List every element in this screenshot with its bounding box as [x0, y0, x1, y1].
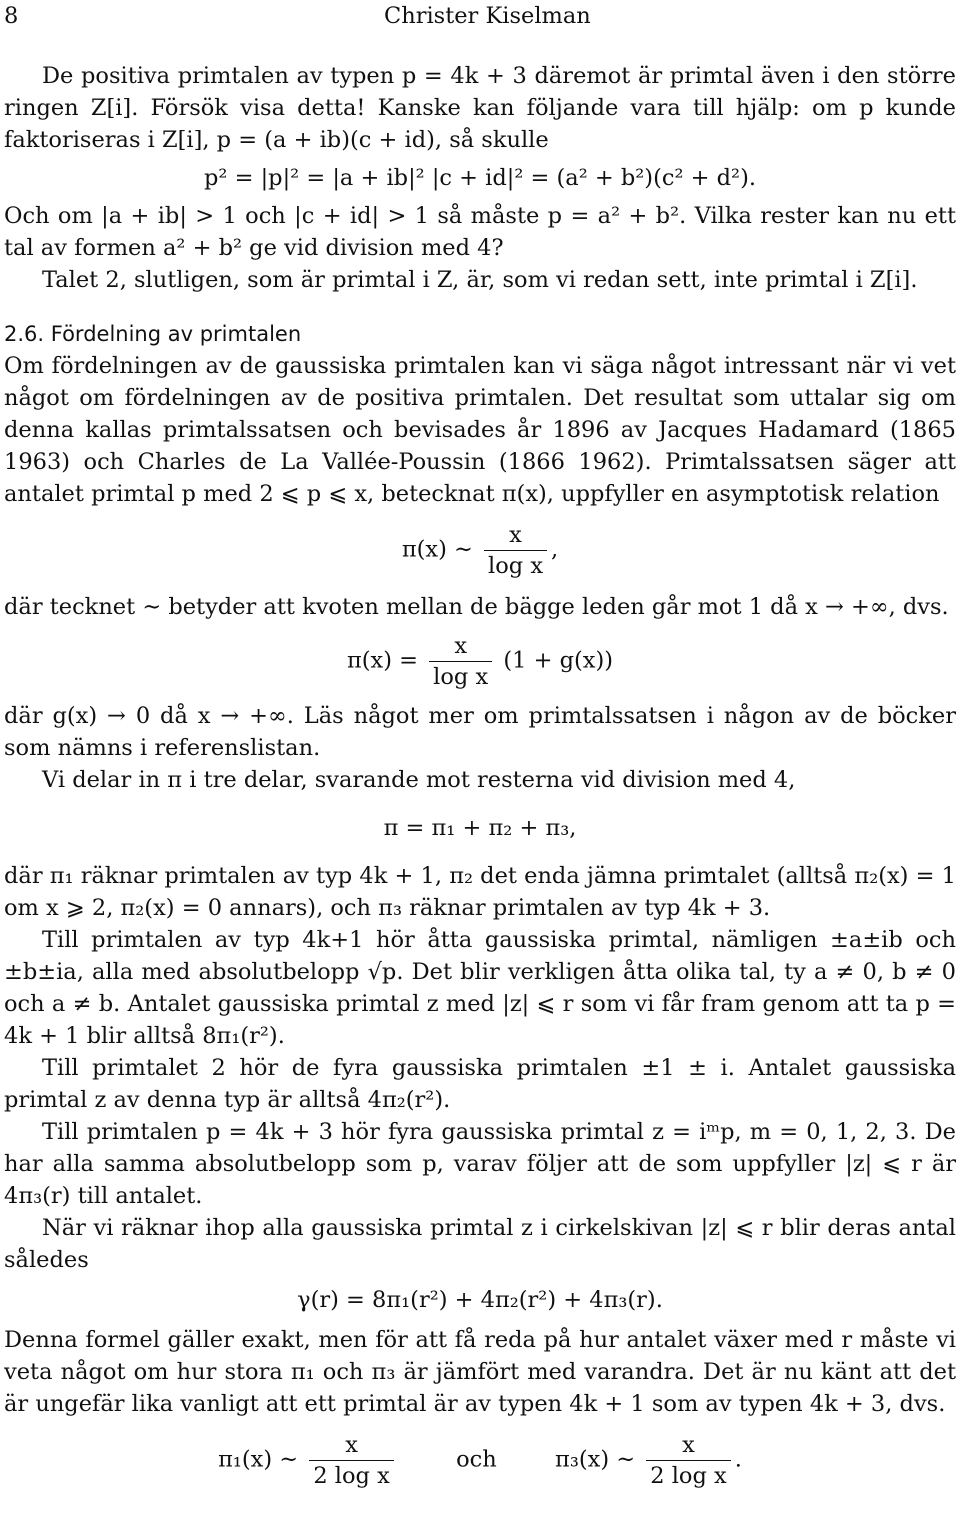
paragraph-3: Talet 2, slutligen, som är primtal i Z, är, som vi redan sett, inte primtal i Z[i].	[42, 267, 918, 293]
paragraph-7: Vi delar in π i tre delar, svarande mot resterna vid division med 4,	[42, 767, 796, 793]
equation-6-left-lhs: π₁(x) ∼	[218, 1446, 299, 1473]
equation-6-right-fraction	[646, 1430, 730, 1491]
paragraph-12: När vi räknar ihop alla gaussiska primtal z i cirkelskivan |z| ⩽ r blir deras antal således	[4, 1215, 956, 1273]
page	[4, 0, 956, 1491]
equation-5: γ(r) = 8π₁(r²) + 4π₂(r²) + 4π₃(r).	[297, 1287, 663, 1313]
equation-6-connector: och	[456, 1446, 497, 1473]
equation-6-right-denominator: 2 log x	[650, 1463, 727, 1489]
paragraph-5: där tecknet ∼ betyder att kvoten mellan de bägge leden går mot 1 då x → +∞, dvs.	[4, 594, 949, 620]
paragraph-6: där g(x) → 0 då x → +∞. Läs något mer om primtalssatsen i någon av de böcker som nämns i referenslistan.	[4, 703, 956, 761]
equation-3-denominator: log x	[433, 664, 489, 690]
equation-1: p² = |p|² = |a + ib|² |c + id|² = (a² + b²)(c² + d²).	[204, 165, 756, 191]
equation-3-fraction	[429, 631, 492, 692]
equation-2-fraction	[484, 520, 547, 581]
equation-6	[4, 1430, 956, 1491]
page-number: 8	[4, 3, 19, 29]
paragraph-10: Till primtalet 2 hör de fyra gaussiska primtalen ±1 ± i. Antalet gaussiska primtal z av denna typ är alltså 4π₂(r²).	[4, 1055, 956, 1113]
paragraph-9: Till primtalen av typ 4k+1 hör åtta gaussiska primtal, nämligen ±a±ib och ±b±ia, alla med absolutbelopp √p. Det blir verkligen åtta olika tal, ty a ≠ 0, b ≠ 0 och a ≠ b. Antalet gaussiska primtal z med |z| ⩽ r som vi får fram genom att ta p = 4k + 1 blir alltså 8π₁(r²).	[4, 927, 956, 1049]
equation-2-denominator: log x	[488, 553, 544, 579]
equation-2-numerator: x	[484, 520, 547, 551]
equation-2-lhs: π(x) ∼	[401, 536, 473, 563]
equation-6-right-numerator: x	[646, 1430, 730, 1461]
equation-6-left-denominator: 2 log x	[313, 1463, 390, 1489]
paragraph-1: De positiva primtalen av typen p = 4k + 3 däremot är primtal även i den större ringen Z[i]. Försök visa detta! Kanske kan följande vara till hjälp: om p kunde faktoriseras i Z[i], p = (a + ib)(c + id), så skulle	[4, 63, 956, 153]
section-heading: 2.6. Fördelning av primtalen	[4, 322, 302, 346]
equation-2-tail: ,	[551, 536, 559, 563]
equation-4: π = π₁ + π₂ + π₃,	[383, 815, 577, 841]
paragraph-2: Och om |a + ib| > 1 och |c + id| > 1 så måste p = a² + b². Vilka rester kan nu ett tal av formen a² + b² ge vid division med 4?	[4, 203, 956, 261]
equation-6-right-lhs: π₃(x) ∼	[555, 1446, 636, 1473]
equation-6-left-numerator: x	[309, 1430, 393, 1461]
running-header	[4, 0, 956, 32]
equation-3-lhs: π(x) =	[346, 647, 419, 674]
paragraph-8: där π₁ räknar primtalen av typ 4k + 1, π₂ det enda jämna primtalet (alltså π₂(x) = 1 om x ⩾ 2, π₂(x) = 0 annars), och π₃ räknar primtalen av typ 4k + 3.	[4, 863, 956, 921]
equation-3	[4, 631, 956, 692]
equation-6-right-tail: .	[734, 1446, 742, 1473]
equation-3-tail: (1 + g(x))	[503, 647, 614, 674]
paragraph-11: Till primtalen p = 4k + 3 hör fyra gaussiska primtal z = iᵐp, m = 0, 1, 2, 3. De har alla samma absolutbelopp som p, varav följer att de som uppfyller |z| ⩽ r är 4π₃(r) till antalet.	[4, 1119, 956, 1209]
equation-6-left-fraction	[309, 1430, 393, 1491]
running-title: Christer Kiselman	[384, 3, 591, 29]
paragraph-4: Om fördelningen av de gaussiska primtalen kan vi säga något intressant när vi vet något om fördelningen av de positiva primtalen. Det resultat som uttalar sig om denna kallas primtalssatsen och bevisades år 1896 av Jacques Hadamard (1865 1963) och Charles de La Vallée-Poussin (1866 1962). Primtalssatsen säger att antalet primtal p med 2 ⩽ p ⩽ x, betecknat π(x), uppfyller en asymptotisk relation	[4, 353, 956, 507]
paragraph-13: Denna formel gäller exakt, men för att få reda på hur antalet växer med r måste vi veta något om hur stora π₁ och π₃ är jämfört med varandra. Det är nu känt att det är ungefär lika vanligt att ett primtal är av typen 4k + 1 som av typen 4k + 3, dvs.	[4, 1327, 956, 1417]
equation-2	[4, 520, 956, 581]
equation-3-numerator: x	[429, 631, 492, 662]
